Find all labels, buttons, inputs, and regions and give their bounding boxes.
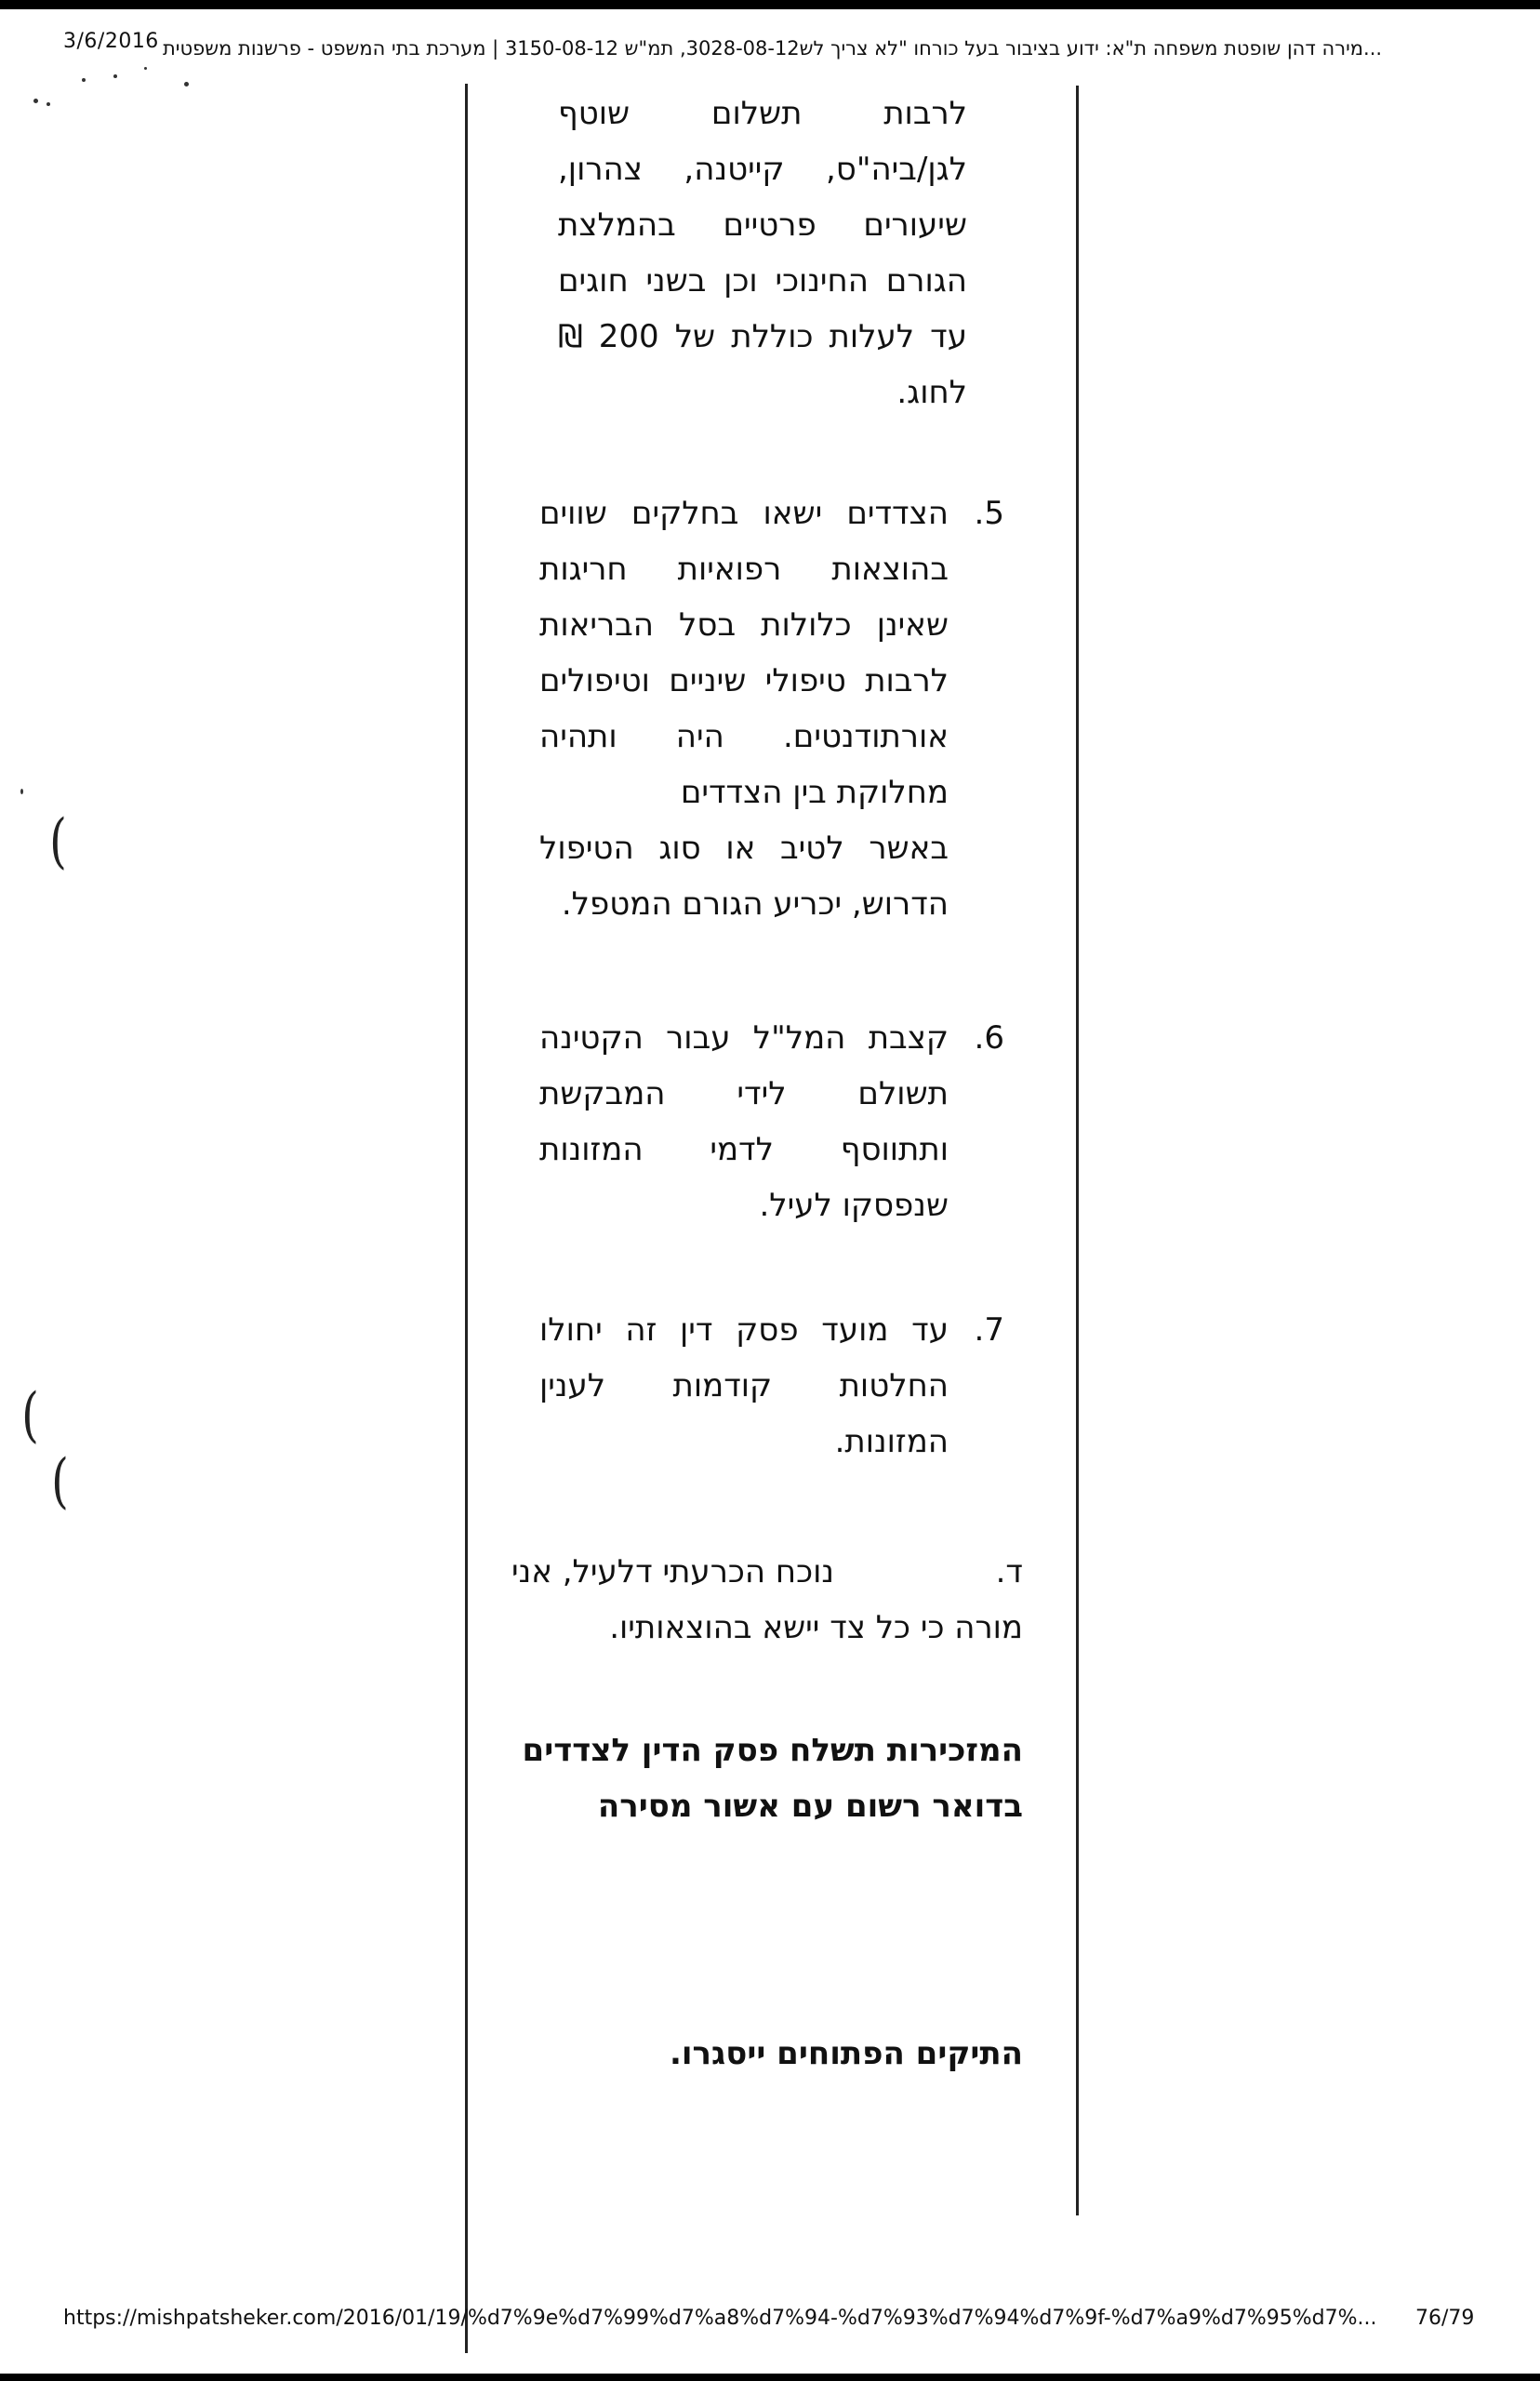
text-line: לחוג. — [896, 374, 967, 411]
text-line: החלטות קודמות לענין — [539, 1367, 949, 1404]
ruling-item-6 — [539, 1010, 1004, 1243]
scan-artifact-parenthesis: ( — [49, 807, 67, 876]
text-line: לגן/ביה"ס, קייטנה, צהרון, — [558, 151, 967, 188]
continuation-paragraph — [558, 86, 967, 420]
scan-speck — [20, 789, 23, 794]
scan-top-border — [0, 0, 1540, 9]
scan-artifact-parenthesis: ( — [21, 1381, 39, 1450]
scan-artifact-parenthesis: ( — [51, 1447, 69, 1516]
text-line: הדרוש, יכריע הגורם המטפל. — [561, 885, 949, 923]
scan-bottom-border — [0, 2374, 1540, 2381]
text-line: בהוצאות רפואיות חריגות — [539, 551, 949, 588]
text-line: אורתודנטים. היה ותהיה — [539, 718, 949, 755]
footer-page-number: 76/79 — [1415, 2307, 1475, 2330]
text-line: שאינן כלולות בסל הבריאות — [539, 606, 949, 644]
secretariat-instruction — [484, 1723, 1023, 1834]
section-d — [511, 1544, 1023, 1665]
text-line: נוכח הכרעתי דלעיל, אני — [511, 1553, 834, 1590]
scan-speck — [33, 99, 38, 103]
item-number: 6. — [974, 1019, 1004, 1057]
ruling-item-5 — [539, 486, 1004, 941]
footer-source-url: https://mishpatsheker.com/2016/01/19/%d7%9e%d7%99%d7%a8%d7%94-%d7%93%d7%94%d7%9f-%d7%a9%d7%95%d7%... — [63, 2307, 1377, 2330]
text-line: באשר לטיב או סוג הטיפול — [539, 830, 949, 867]
closing-statement — [558, 2026, 1023, 2082]
text-line: הגורם החינוכי וכן בשני חוגים — [558, 262, 967, 299]
text-line: לרבות טיפולי שיניים וטיפולים — [539, 662, 949, 699]
column-divider-left — [465, 84, 468, 2353]
text-line: לרבות תשלום שוטף — [558, 95, 967, 132]
scan-speck — [46, 102, 50, 106]
text-line: שנפסקו לעיל. — [759, 1187, 949, 1224]
text-line: הצדדים ישאו בחלקים שווים — [539, 495, 949, 532]
section-letter: ד. — [995, 1553, 1023, 1590]
print-date: 3/6/2016 — [63, 30, 159, 53]
text-line: ותתווסף לדמי המזונות — [539, 1131, 949, 1168]
text-line: המזונות. — [834, 1423, 949, 1460]
ruling-item-7 — [539, 1302, 1004, 1479]
text-line: בדואר רשום עם אשור מסירה — [597, 1788, 1023, 1825]
scan-speck — [113, 74, 117, 78]
scan-speck — [82, 78, 86, 82]
print-header-title: ...מירה דהן שופטת משפחה ת"א: ידוע בציבור בעל כורחו "לא צריך לש3028-08-12, תמ"ש 3150-08-12 | מערכת בתי המשפט - פרשנות משפטית — [163, 37, 1383, 60]
text-line: עד לעלות כוללת של 200 ₪ — [558, 318, 967, 355]
text-line: קצבת המל"ל עבור הקטינה — [539, 1019, 949, 1057]
text-line: מורה כי כל צד יישא בהוצאותיו. — [609, 1609, 1023, 1646]
scan-speck — [184, 82, 189, 86]
text-line: מחלוקת בין הצדדים — [680, 774, 949, 811]
text-line: המזכירות תשלח פסק הדין לצדדים — [522, 1732, 1023, 1769]
column-divider-right — [1076, 86, 1079, 2215]
text-line: עד מועד פסק דין זה יחולו — [539, 1311, 949, 1349]
scan-speck — [144, 67, 147, 70]
text-line: תשולם לידי המבקשת — [539, 1075, 949, 1112]
item-number: 7. — [974, 1311, 1004, 1349]
text-line: התיקים הפתוחים ייסגרו. — [669, 2035, 1023, 2072]
text-line: שיעורים פרטיים בהמלצת — [558, 206, 967, 244]
item-number: 5. — [974, 495, 1004, 532]
